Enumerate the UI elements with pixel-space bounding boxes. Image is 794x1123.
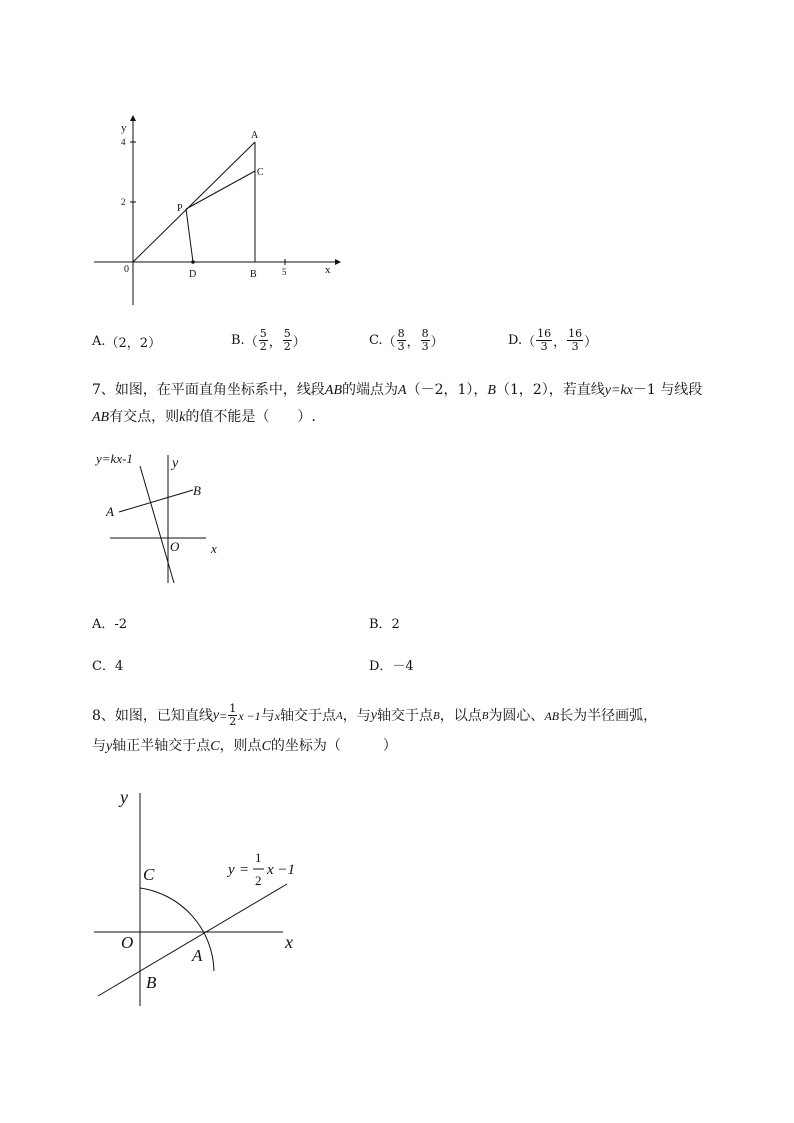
frac-denominator: 3 [571, 340, 579, 353]
q8-text: 轴交于点 [280, 707, 337, 724]
frac-numerator: 1 [229, 702, 237, 715]
frac-denominator: 2 [283, 340, 291, 353]
frac-numerator: 8 [421, 327, 429, 340]
q8-math-B: B [481, 709, 489, 722]
label-x-axis: x [325, 264, 331, 276]
q8-math-B: B [432, 709, 440, 722]
q6-option-b-close: ） [292, 335, 306, 350]
q7-math-AB: AB [92, 410, 110, 425]
q6-option-b-letter: B. [231, 333, 245, 348]
label-C: C [143, 865, 155, 884]
label-x: x [285, 932, 293, 952]
label-tick-4: 4 [121, 137, 126, 147]
label-A: A [251, 130, 259, 141]
label-y-axis: y [121, 122, 127, 134]
q8-text: 与 [260, 707, 275, 724]
q8-math-C: C [210, 739, 220, 754]
label-B: B [250, 269, 257, 280]
q8-math-x: x [274, 708, 281, 723]
q7-option-a[interactable]: A．-2 [92, 617, 128, 632]
label-O: O [170, 539, 180, 554]
label-equation: y=kx-1 [96, 451, 133, 466]
label-x: x [211, 541, 217, 556]
label-origin: 0 [124, 264, 129, 275]
q7-text: 7、如图，在平面直角坐标系中，线段 [92, 382, 325, 398]
frac-denominator: 2 [229, 715, 237, 728]
q8-text: 轴交于点 [376, 707, 433, 724]
label-y: y [120, 787, 128, 807]
q6-option-c-comma: ， [406, 335, 420, 350]
label-B: B [146, 973, 157, 992]
q8-text: ，以点 [439, 707, 482, 724]
label-eq-numerator: 1 [255, 850, 262, 865]
frac-denominator: 3 [421, 340, 429, 353]
q8-math-y: y [106, 739, 113, 754]
q8-text: ，则点 [219, 738, 262, 754]
frac-denominator: 3 [540, 340, 548, 353]
q7-math-AB: AB [324, 383, 343, 398]
q8-text: 为圆心、 [488, 707, 545, 724]
label-C: C [257, 167, 264, 178]
q7-math-equation: y=kx [604, 383, 633, 398]
q8-text: 长为半径画弧， [559, 707, 658, 724]
label-eq-y: y [228, 862, 235, 878]
label-D: D [189, 269, 197, 280]
frac-denominator: 3 [397, 340, 405, 353]
label-O: O [121, 933, 134, 952]
q8-math-AB: AB [544, 708, 560, 723]
frac-numerator: 8 [397, 327, 405, 340]
q8-text: 8、如图，已知直线 [92, 707, 213, 724]
label-A: A [106, 504, 114, 519]
q7-math-B: B [487, 383, 496, 398]
q6-option-d-open: （ [522, 335, 536, 350]
q8-text: 与 [92, 738, 106, 754]
q8-text: 的坐标为（ ） [270, 738, 397, 754]
label-B: B [193, 483, 201, 498]
q6-option-b-comma: ， [268, 335, 282, 350]
q7-text: 的端点为 [342, 382, 399, 398]
label-y: y [172, 456, 179, 471]
q6-option-a-letter: A. [92, 334, 106, 349]
label-P: P [177, 203, 183, 214]
label-eq-rest: x −1 [267, 862, 296, 878]
q7-text: （－2，1）， [406, 382, 488, 398]
q6-option-d-letter: D. [508, 333, 523, 348]
q7-option-d[interactable]: D．－4 [369, 659, 414, 674]
q8-eq-y: y [212, 707, 220, 723]
q6-option-c-close: ） [430, 335, 444, 350]
q6-option-c-letter: C. [369, 333, 383, 348]
frac-numerator: 16 [537, 327, 552, 340]
q7-option-b[interactable]: B．2 [369, 617, 400, 632]
q6-option-b-open: （ [244, 335, 258, 350]
frac-denominator: 2 [259, 340, 267, 353]
q7-text: －1 与线段 [632, 382, 703, 398]
q7-option-c[interactable]: C．4 [92, 659, 124, 674]
q7-math-k: k [179, 410, 186, 425]
arc-center-B [140, 888, 214, 971]
label-A: A [192, 946, 203, 965]
q6-option-d-close: ） [584, 335, 598, 350]
q6-option-c-open: （ [382, 335, 396, 350]
label-tick-5: 5 [282, 267, 287, 277]
q7-text: 有交点，则 [109, 409, 180, 425]
q8-text: 轴正半轴交于点 [112, 738, 211, 754]
q8-eq-rest: x −1 [238, 708, 261, 723]
label-eq-denominator: 2 [255, 873, 262, 888]
q8-text: ，与 [342, 707, 371, 724]
q6-option-d-comma: ， [553, 335, 567, 350]
q8-math-y: y [370, 707, 377, 723]
q7-math-A: A [398, 383, 407, 398]
q7-text: 的值不能是（ ）. [185, 409, 316, 425]
label-tick-2: 2 [121, 197, 126, 207]
q8-math-A: A [336, 709, 343, 722]
q8-eq-equals: = [219, 708, 228, 723]
frac-numerator: 5 [283, 327, 291, 340]
q7-text: （1，2），若直线 [495, 382, 605, 398]
q8-math-C: C [261, 739, 271, 754]
frac-numerator: 5 [259, 327, 267, 340]
q6-option-a-text: （2，2） [105, 336, 162, 351]
label-eq-equals: = [240, 862, 249, 878]
frac-numerator: 16 [568, 327, 583, 340]
